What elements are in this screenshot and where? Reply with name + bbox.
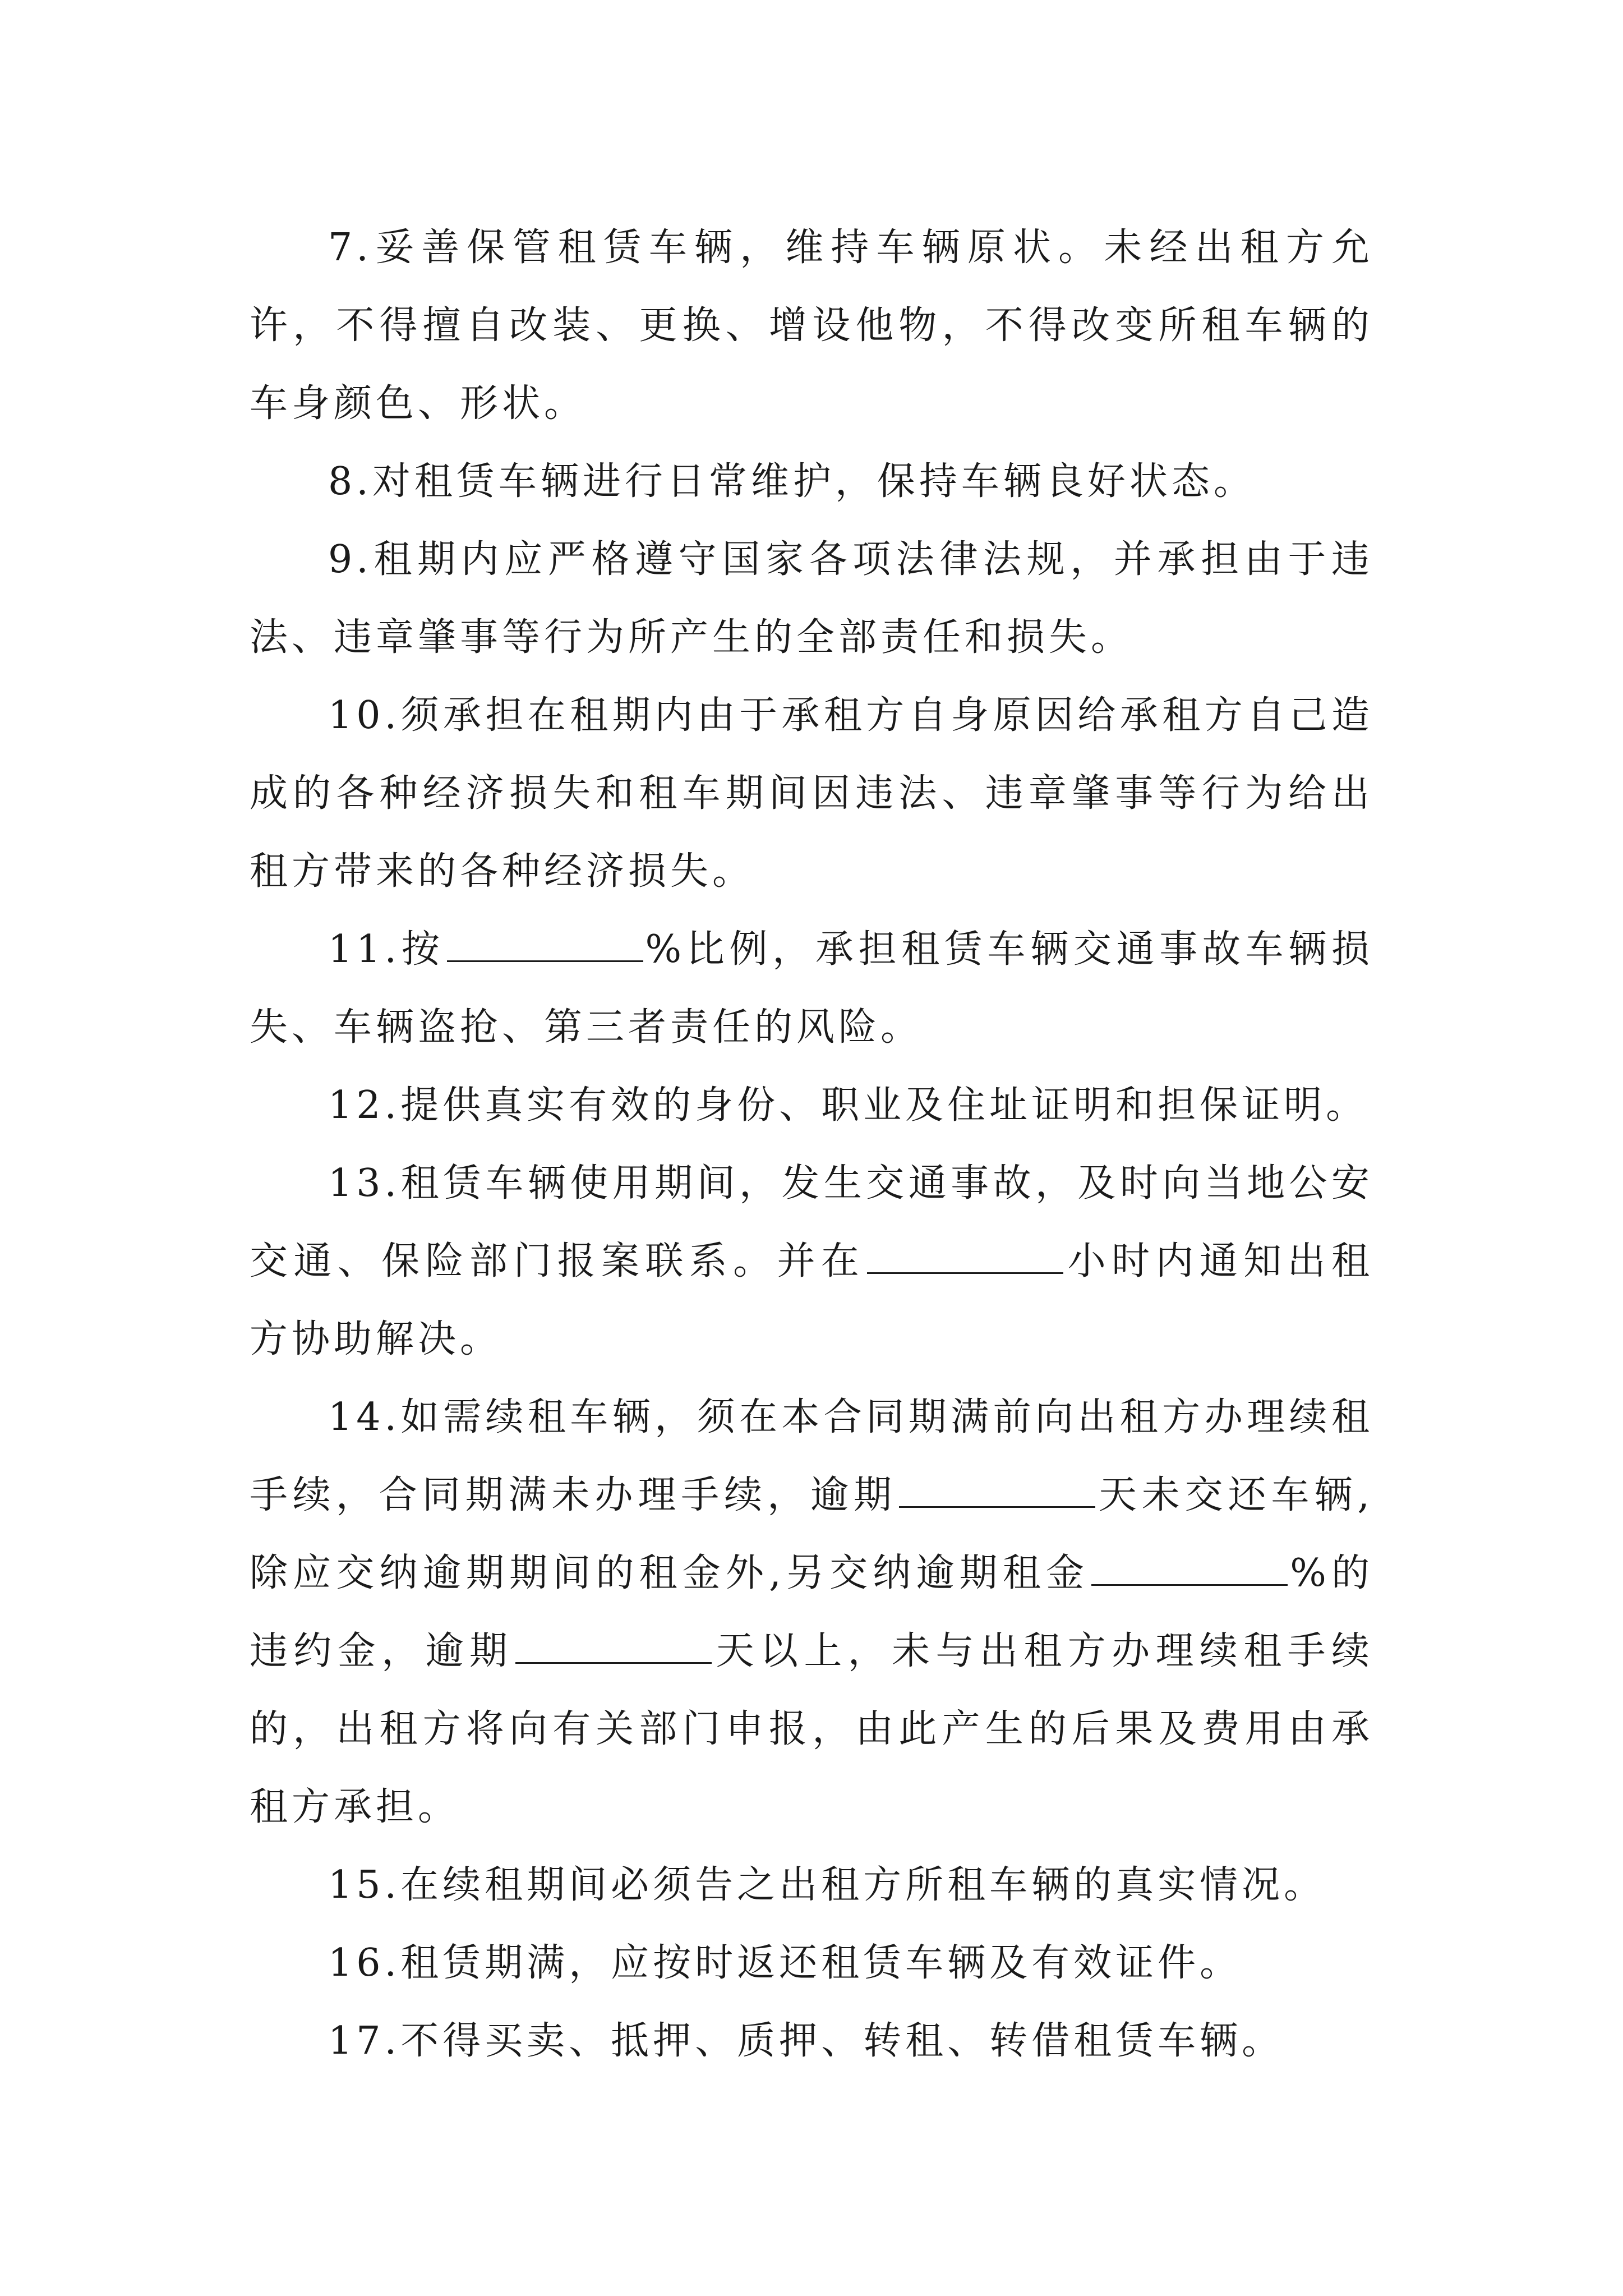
clause-text: 11.按 [328,927,445,972]
clause-13 [250,1144,1373,1378]
fill-in-blank-penalty-percent[interactable] [1091,1552,1288,1586]
clause-9 [250,521,1373,677]
clause-text: 15.在续租期间必须告之出租方所租车辆的真实情况。 [328,1863,1326,1907]
clause-11 [250,910,1373,1066]
clause-text: 9.租期内应严格遵守国家各项法律法规，并承担由于违法、违章肇事等行为所产生的全部责任和损失。 [250,537,1373,660]
clause-12 [250,1066,1373,1144]
fill-in-blank-ratio[interactable] [447,928,643,962]
clause-text: %的违约金，逾期 [250,1551,1373,1673]
clause-text: 7.妥善保管租赁车辆，维持车辆原状。未经出租方允许，不得擅自改装、更换、增设他物，不得改变所租车辆的车身颜色、形状。 [250,226,1373,426]
fill-in-blank-overdue-days[interactable] [899,1474,1095,1508]
clause-text: 天以上，未与出租方办理续租手续的，出租方将向有关部门申报，由此产生的后果及费用由承租方承担。 [250,1629,1373,1829]
clause-text: 14.如需续租车辆，须在本合同期满前向出租方办理续租手续，合同期满未办理手续，逾期 [250,1395,1373,1517]
clause-text: 12.提供真实有效的身份、职业及住址证明和担保证明。 [328,1083,1368,1128]
clause-text: 天未交还车辆,除应交纳逾期期间的租金外,另交纳逾期租金 [250,1473,1373,1595]
clause-text: 16.租赁期满，应按时返还租赁车辆及有效证件。 [328,1941,1242,1985]
clause-16 [250,1924,1373,2002]
clause-text: 小时内通知出租方协助解决。 [250,1239,1373,1361]
clause-15 [250,1846,1373,1924]
clause-text: 13.租赁车辆使用期间，发生交通事故，及时向当地公安交通、保险部门报案联系。并在 [250,1161,1373,1283]
clause-8 [250,443,1373,521]
clause-text: 8.对租赁车辆进行日常维护，保持车辆良好状态。 [328,459,1256,504]
clause-17 [250,2002,1373,2080]
clause-10 [250,677,1373,910]
clause-text: 17.不得买卖、抵押、质押、转租、转借租赁车辆。 [328,2019,1284,2063]
clause-text: 10.须承担在租期内由于承租方自身原因给承租方自己造成的各种经济损失和租车期间因违法、违章肇事等行为给出租方带来的各种经济损失。 [250,693,1373,894]
clause-14 [250,1378,1373,1846]
clause-7 [250,209,1373,443]
clause-text: %比例，承担租赁车辆交通事故车辆损失、车辆盗抢、第三者责任的风险。 [250,927,1373,1050]
fill-in-blank-overdue-days-limit[interactable] [515,1630,712,1664]
fill-in-blank-hours[interactable] [867,1240,1063,1274]
